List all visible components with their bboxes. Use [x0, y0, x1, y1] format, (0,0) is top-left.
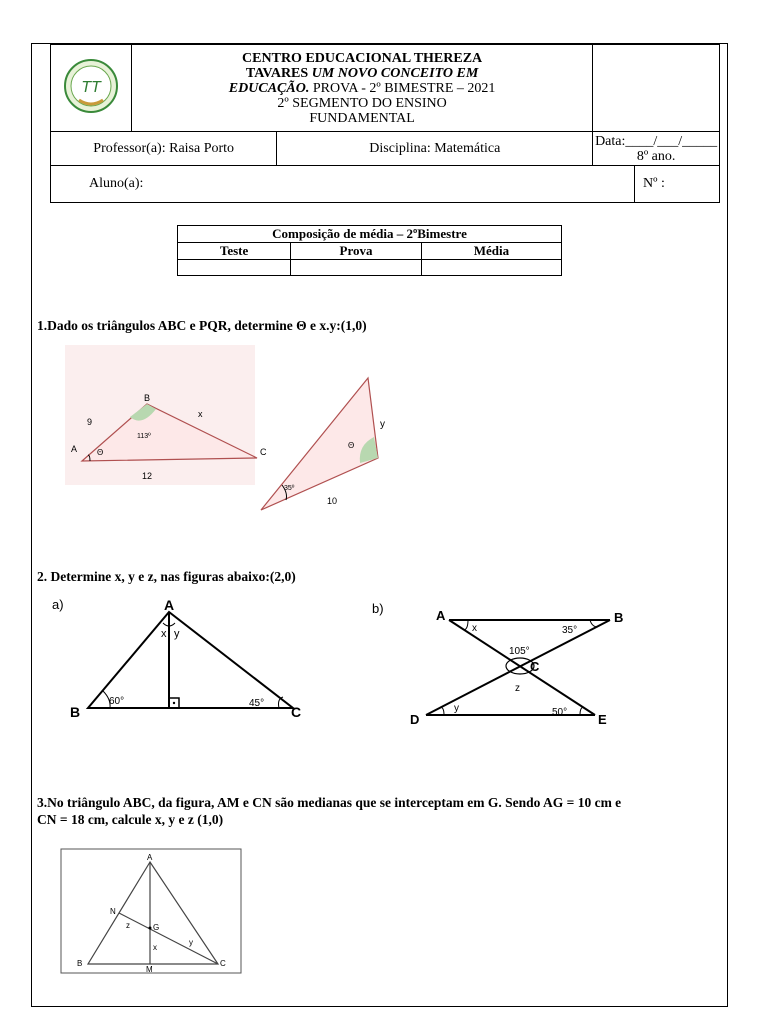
label-a-2b: A — [436, 608, 446, 623]
student-cell[interactable] — [51, 166, 635, 203]
theta-left: Θ — [97, 448, 104, 457]
label-x-3: x — [153, 943, 157, 952]
header-table — [50, 44, 720, 203]
average-table — [177, 225, 562, 276]
angle-b-value: 113º — [137, 433, 151, 440]
discipline-cell: Disciplina: Matemática — [277, 132, 593, 166]
angle-105-2b: 105° — [509, 646, 530, 657]
triangle-pqr — [261, 378, 378, 510]
side-ab: 9 — [87, 417, 93, 427]
school-logo-icon — [61, 56, 121, 116]
figure-2a — [45, 595, 315, 725]
school-logo-cell — [51, 45, 132, 132]
header-blank-cell — [593, 45, 720, 132]
side-bc: x — [198, 409, 203, 419]
number-label: Nº : — [643, 176, 665, 191]
professor-cell: Professor(a): Raisa Porto — [51, 132, 277, 166]
question-3-line2: CN = 18 cm, calcule x, y e z (1,0) — [37, 812, 224, 827]
date-field[interactable]: Data:____/___/_____ — [595, 133, 718, 149]
col-media: Média — [421, 243, 561, 260]
label-z-2b: z — [515, 683, 520, 694]
figure-3 — [60, 848, 242, 974]
segment-bd — [426, 620, 610, 715]
side-y: y — [380, 419, 385, 430]
triangle-abc-2a — [88, 612, 293, 708]
label-m-3: M — [146, 965, 153, 974]
cell-prova[interactable] — [291, 260, 422, 276]
angle-60: 60° — [109, 696, 125, 707]
label-a-3: A — [147, 853, 153, 862]
label-n-3: N — [110, 907, 116, 916]
label-e-2b: E — [598, 712, 607, 727]
label-b-2b: B — [614, 610, 624, 625]
question-1: 1.Dado os triângulos ABC e PQR, determine Θ e x.y:(1,0) — [37, 318, 367, 333]
angle-45: 45° — [249, 698, 265, 709]
side-ac: 12 — [142, 471, 153, 481]
grade-label: 8º ano. — [636, 148, 676, 164]
median-cn — [119, 913, 218, 964]
fig2a-label: a) — [52, 597, 64, 612]
svg-text:TT: TT — [81, 78, 101, 96]
student-label: Aluno(a): — [89, 176, 144, 191]
label-b: B — [144, 393, 151, 403]
label-y-2b: y — [454, 703, 459, 714]
angle-50-2b: 50° — [552, 707, 568, 718]
theta-right: Θ — [348, 441, 355, 450]
label-g-3: G — [153, 923, 160, 932]
label-a-2a: A — [164, 597, 175, 613]
school-name: CENTRO EDUCACIONAL THEREZA TAVARES UM NOVO CONCEITO EM EDUCAÇÃO. PROVA - 2º BIMESTRE – 2021 2º SEGMENTO DO ENSINO FUNDAMENTAL — [132, 45, 593, 132]
col-teste: Teste — [178, 243, 291, 260]
label-y-3: y — [189, 938, 193, 947]
label-c-2a: C — [291, 704, 302, 720]
col-prova: Prova — [291, 243, 422, 260]
label-c: C — [260, 447, 267, 457]
fig2b-label: b) — [372, 601, 384, 616]
label-b-3: B — [77, 959, 83, 968]
angle-35: 35º — [284, 485, 295, 492]
label-x-2a: x — [161, 628, 167, 640]
figure-2b — [368, 597, 638, 732]
label-c-2b: C — [530, 659, 540, 674]
cell-media[interactable] — [421, 260, 561, 276]
number-cell[interactable] — [635, 166, 720, 203]
date-cell — [593, 132, 720, 166]
label-y-2a: y — [174, 628, 180, 640]
label-c-3: C — [220, 959, 226, 968]
label-d-2b: D — [410, 712, 420, 727]
average-title: Composição de média – 2ºBimestre — [178, 226, 562, 243]
label-z-3: z — [126, 921, 130, 930]
label-a: A — [71, 444, 78, 454]
cell-teste[interactable] — [178, 260, 291, 276]
fig3-frame — [61, 849, 241, 973]
label-b-2a: B — [70, 704, 81, 720]
label-x-2b: x — [472, 623, 477, 634]
angle-35-2b: 35° — [562, 625, 578, 636]
side-10: 10 — [327, 496, 338, 506]
question-2: 2. Determine x, y e z, nas figuras abaixo:(2,0) — [37, 569, 296, 584]
question-3-line1: 3.No triângulo ABC, da figura, AM e CN são medianas que se interceptam em G. Sendo AG = 10 cm e — [37, 795, 622, 810]
figure-1 — [60, 345, 400, 525]
